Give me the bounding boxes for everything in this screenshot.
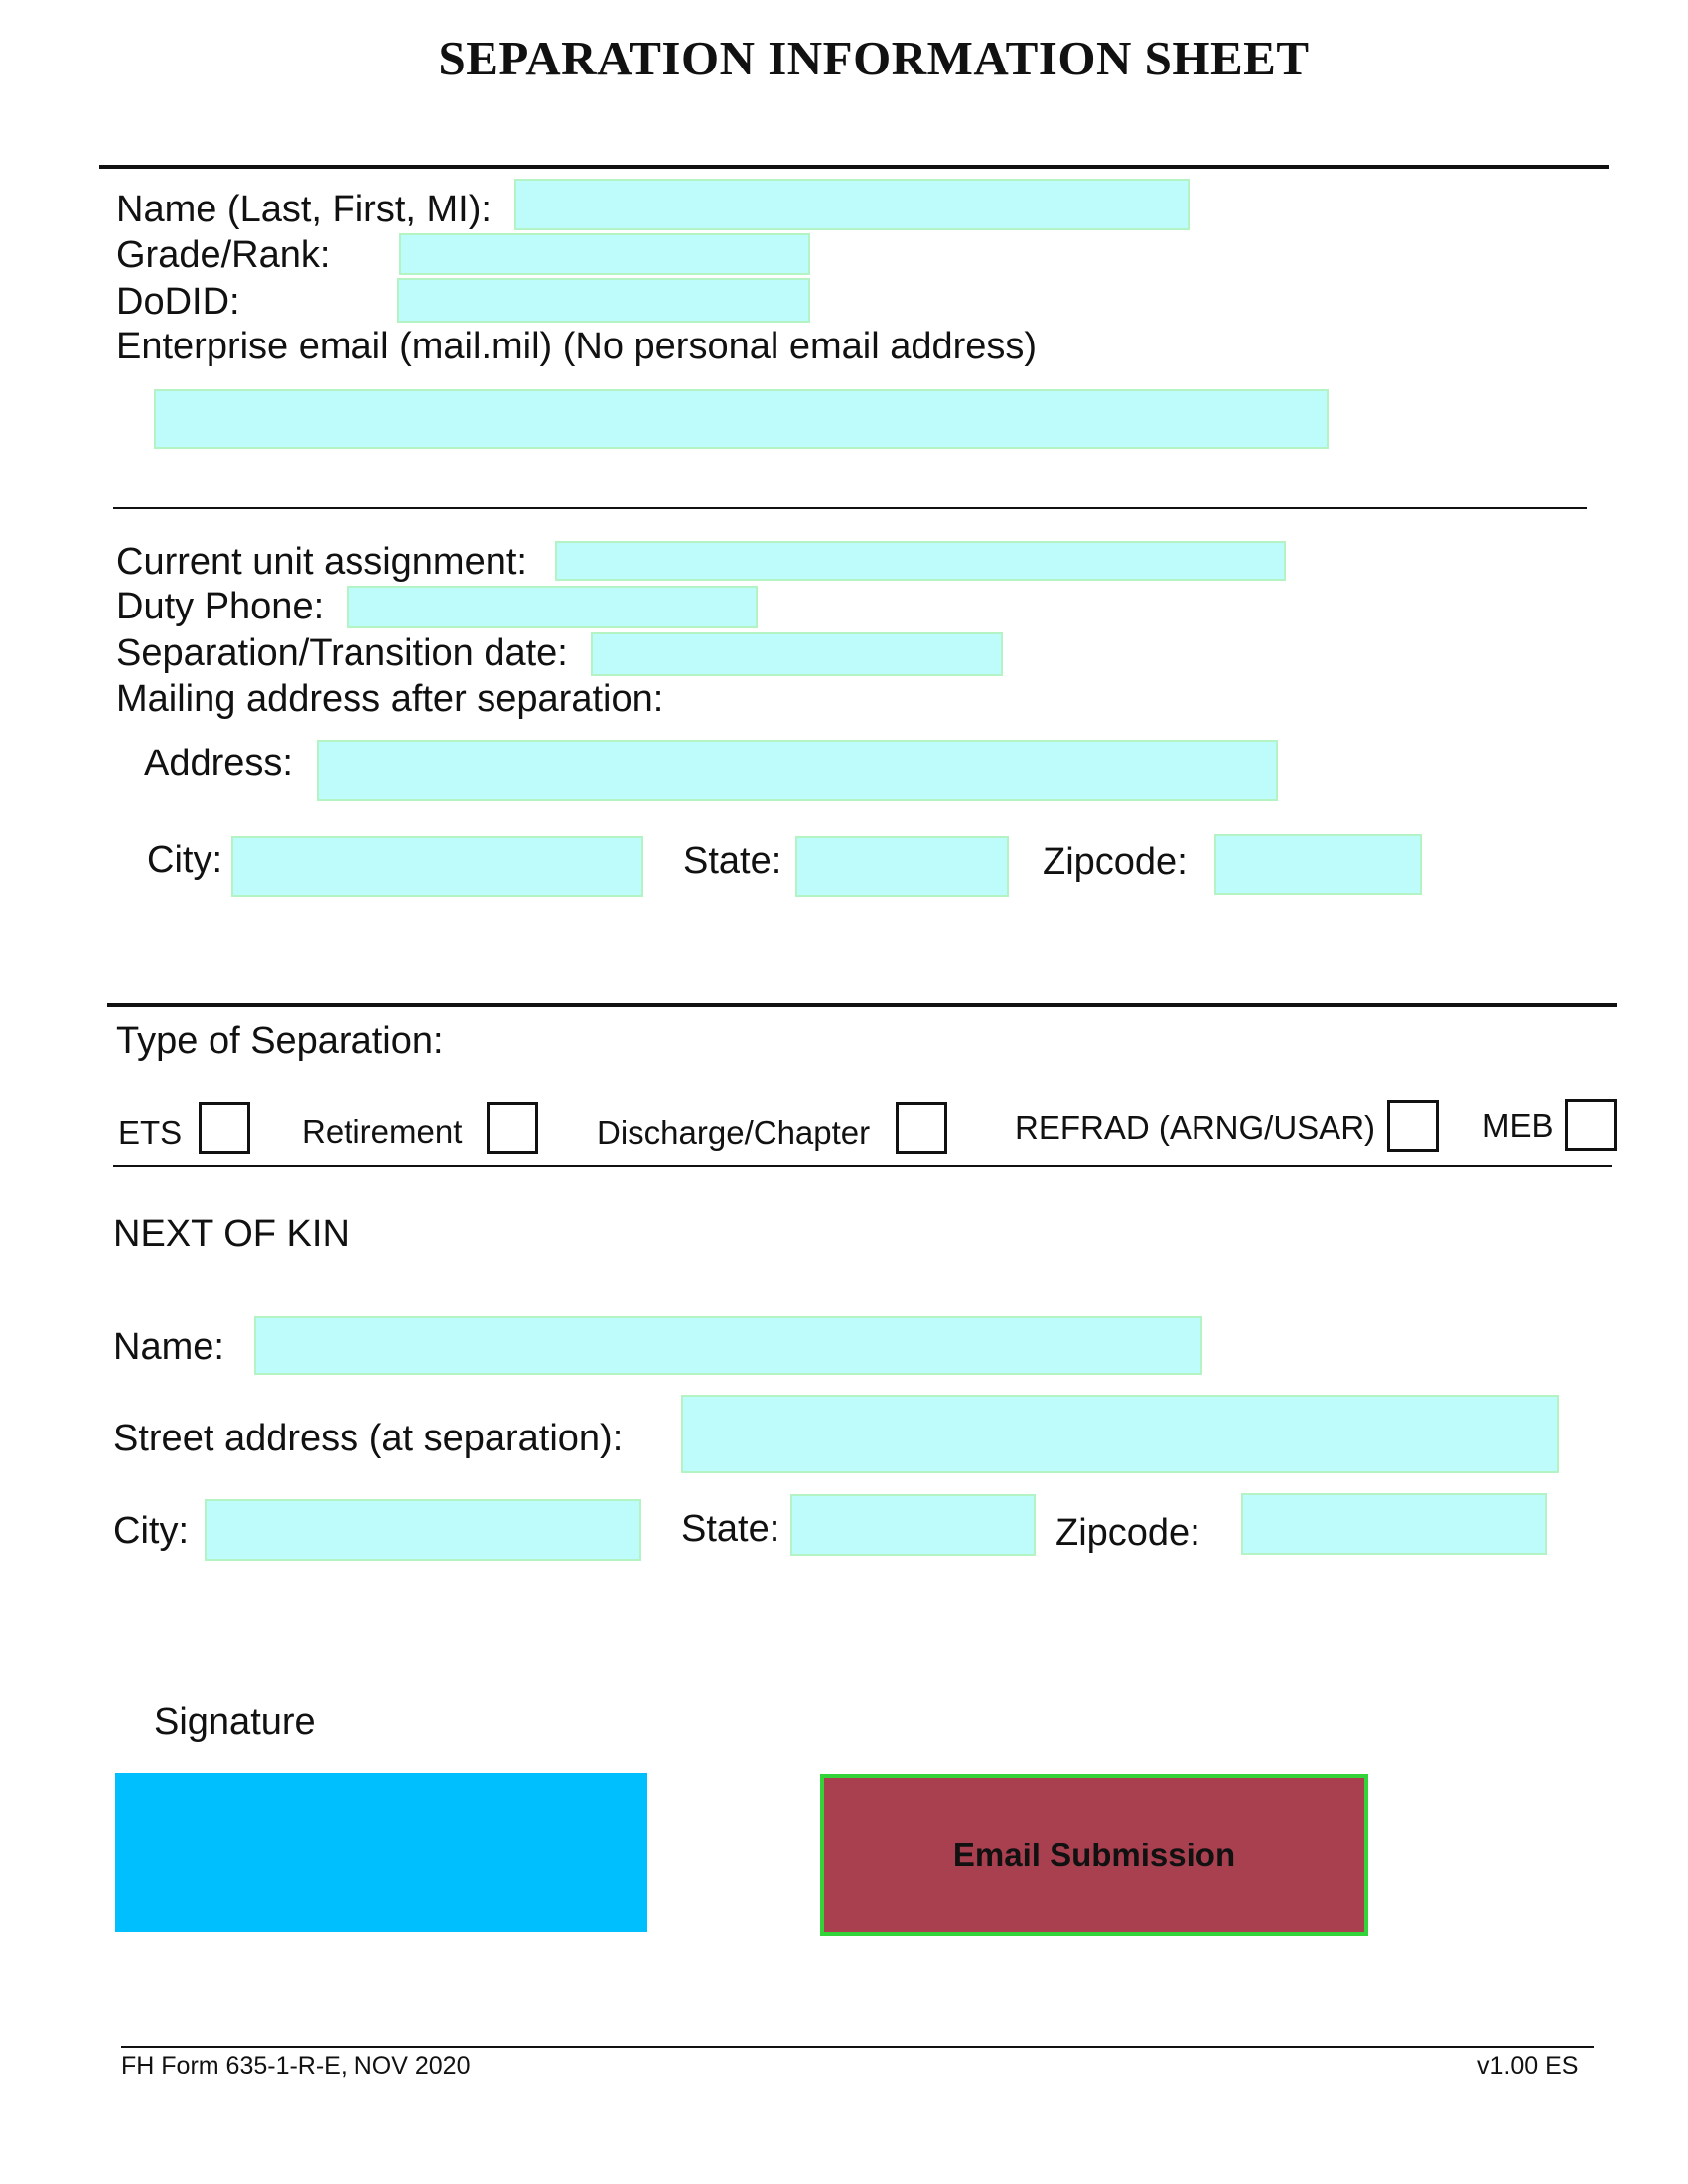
dodid-field[interactable] <box>397 278 810 323</box>
nok-city-label: City: <box>113 1510 189 1552</box>
nok-zip-field[interactable] <box>1241 1493 1547 1555</box>
form-version: v1.00 ES <box>1477 2052 1579 2080</box>
grade-field[interactable] <box>399 233 810 275</box>
grade-label: Grade/Rank: <box>116 234 331 276</box>
divider-next-of-kin <box>113 1165 1612 1167</box>
mailing-city-field[interactable] <box>231 836 643 897</box>
mailing-state-label: State: <box>683 840 782 882</box>
next-of-kin-heading: NEXT OF KIN <box>113 1213 350 1255</box>
mailing-city-label: City: <box>147 839 222 881</box>
mailing-state-field[interactable] <box>795 836 1009 897</box>
address-label: Address: <box>144 743 293 784</box>
signature-field[interactable] <box>115 1773 647 1932</box>
separation-type-label: Type of Separation: <box>116 1021 444 1062</box>
nok-city-field[interactable] <box>205 1499 641 1561</box>
nok-state-label: State: <box>681 1508 780 1550</box>
discharge-chapter-label: Discharge/Chapter <box>597 1114 871 1151</box>
email-label: Enterprise email (mail.mil) (No personal email address) <box>116 326 1038 367</box>
meb-label: MEB <box>1482 1107 1554 1144</box>
refrad-label: REFRAD (ARNG/USAR) <box>1015 1109 1376 1146</box>
name-field[interactable] <box>514 179 1190 230</box>
divider-top <box>99 165 1609 169</box>
dodid-label: DoDID: <box>116 281 240 323</box>
nok-street-field[interactable] <box>681 1395 1559 1473</box>
refrad-checkbox[interactable] <box>1387 1100 1439 1152</box>
divider-separation <box>107 1003 1617 1007</box>
separation-date-field[interactable] <box>591 632 1003 676</box>
duty-phone-field[interactable] <box>347 586 758 628</box>
signature-label: Signature <box>154 1702 316 1743</box>
form-title: SEPARATION INFORMATION SHEET <box>438 31 1310 85</box>
nok-street-label: Street address (at separation): <box>113 1418 624 1459</box>
duty-phone-label: Duty Phone: <box>116 586 325 627</box>
form-number: FH Form 635-1-R-E, NOV 2020 <box>121 2052 471 2080</box>
separation-date-label: Separation/Transition date: <box>116 632 568 674</box>
address-field[interactable] <box>317 740 1278 801</box>
name-label: Name (Last, First, MI): <box>116 189 492 230</box>
divider-assignment <box>113 507 1587 509</box>
ets-checkbox[interactable] <box>199 1102 250 1154</box>
unit-field[interactable] <box>555 541 1286 581</box>
meb-checkbox[interactable] <box>1565 1099 1617 1151</box>
email-submission-button[interactable]: Email Submission <box>820 1774 1368 1936</box>
nok-name-field[interactable] <box>254 1316 1202 1375</box>
mailing-zip-label: Zipcode: <box>1043 841 1188 883</box>
email-field[interactable] <box>154 389 1329 449</box>
nok-state-field[interactable] <box>790 1494 1036 1556</box>
nok-zip-label: Zipcode: <box>1055 1512 1200 1554</box>
mailing-zip-field[interactable] <box>1214 834 1422 895</box>
retirement-label: Retirement <box>302 1113 463 1150</box>
nok-name-label: Name: <box>113 1326 224 1368</box>
unit-label: Current unit assignment: <box>116 541 527 583</box>
mailing-address-label: Mailing address after separation: <box>116 678 664 720</box>
retirement-checkbox[interactable] <box>487 1102 538 1154</box>
divider-footer <box>121 2046 1594 2048</box>
discharge-chapter-checkbox[interactable] <box>896 1102 947 1154</box>
ets-label: ETS <box>118 1114 183 1151</box>
